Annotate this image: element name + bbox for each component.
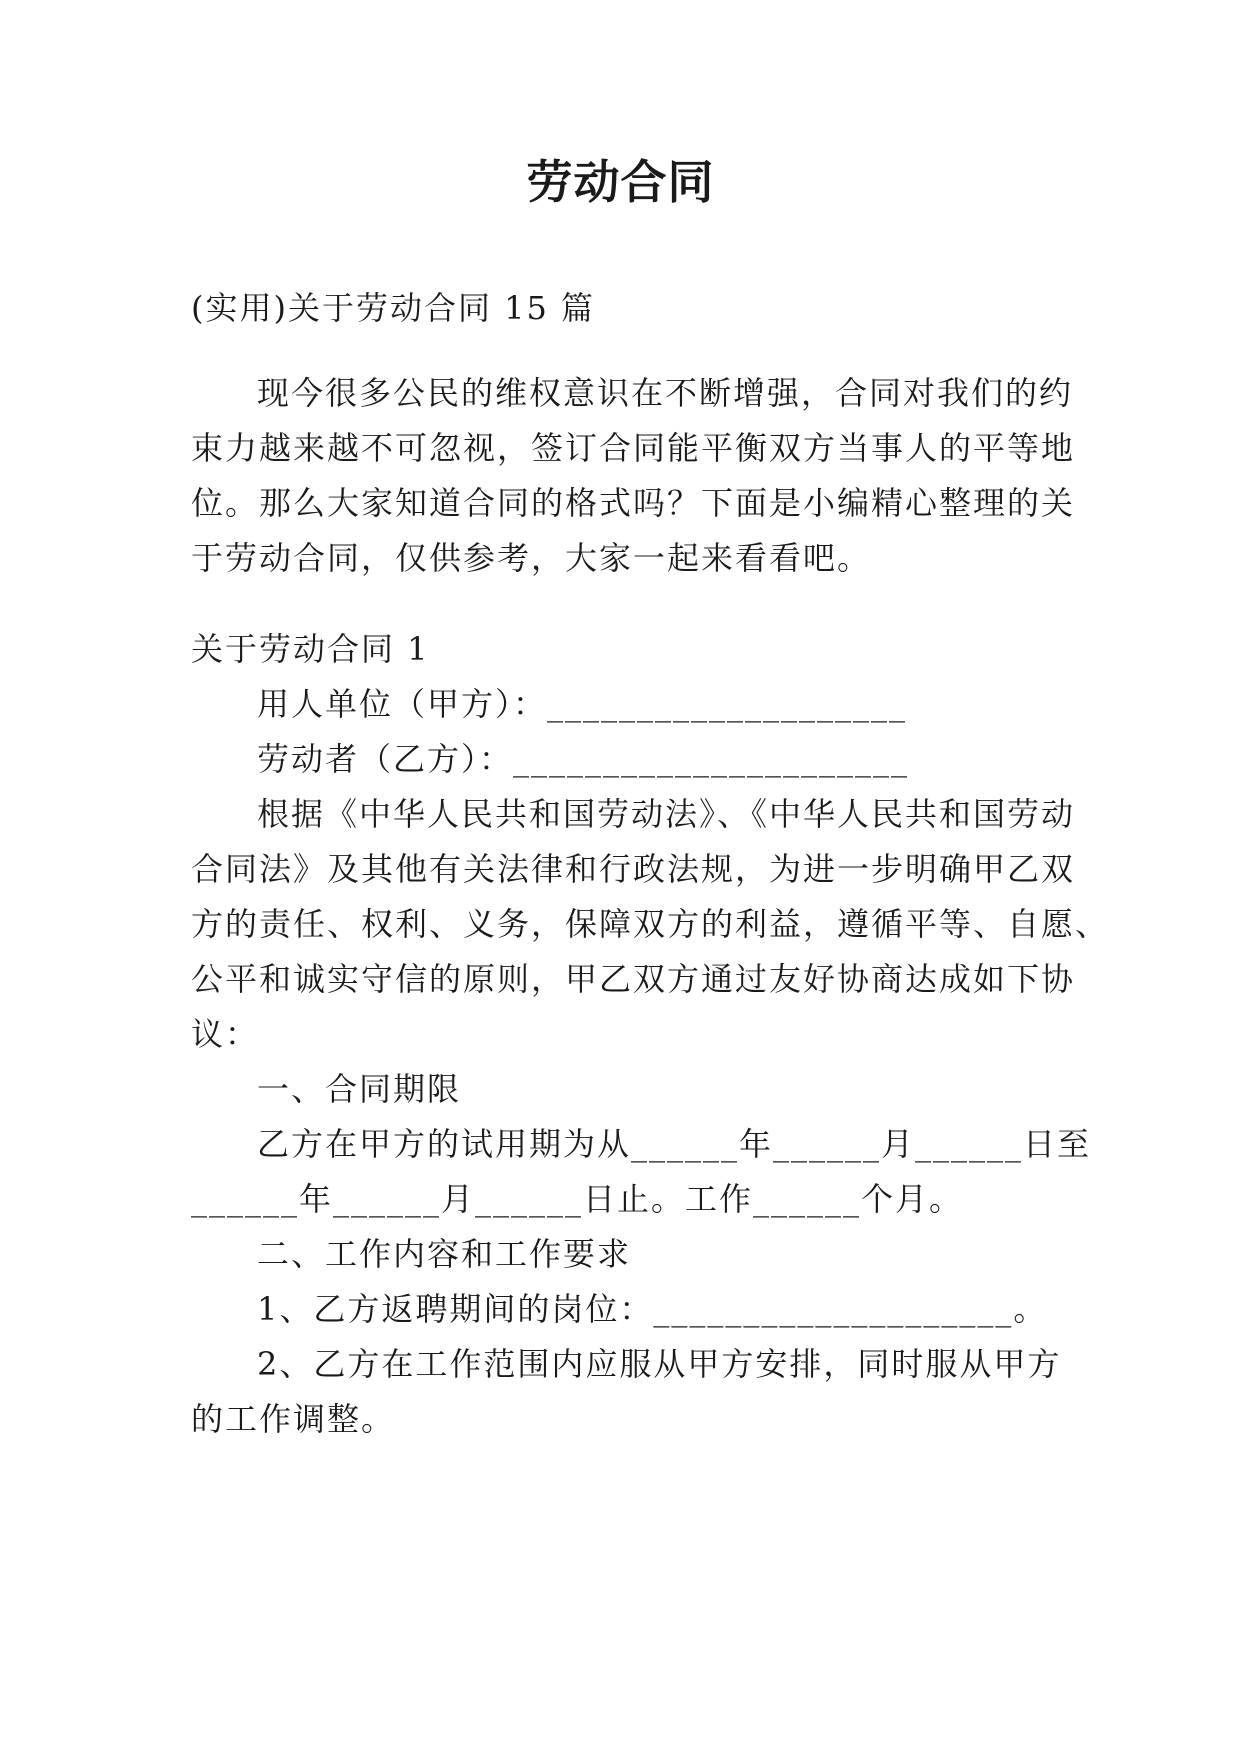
clause-item: 的工作调整。 [191,1400,396,1438]
clause-item: 1、乙方返聘期间的岗位：____________________。 [257,1290,1048,1328]
document-title: 劳动合同 [526,155,715,209]
intro-line: 位。那么大家知道合同的格式吗？下面是小编精心整理的关 [191,484,1076,522]
clause-line: 乙方在甲方的试用期为从______年______月______日至 [257,1125,1092,1163]
intro-line: 现今很多公民的维权意识在不断增强，合同对我们的约 [257,374,1074,412]
basis-line: 公平和诚实守信的原则，甲乙双方通过友好协商达成如下协 [191,960,1076,998]
basis-line: 合同法》及其他有关法律和行政法规，为进一步明确甲乙双 [191,850,1076,888]
clause-item: 2、乙方在工作范围内应服从甲方安排，同时服从甲方 [257,1345,1062,1383]
intro-line: 束力越来越不可忽视，签订合同能平衡双方当事人的平等地 [191,429,1076,467]
clause-heading: 一、合同期限 [257,1070,462,1108]
intro-line: 于劳动合同，仅供参考，大家一起来看看吧。 [191,539,872,577]
basis-line: 议： [191,1015,260,1053]
basis-line: 根据《中华人民共和国劳动法》、《中华人民共和国劳动 [257,795,1076,833]
basis-line: 方的责任、权利、义务，保障双方的利益，遵循平等、自愿、 [191,905,1110,943]
clause-line: ______年______月______日止。工作______个月。 [191,1180,964,1218]
clause-heading: 二、工作内容和工作要求 [257,1235,632,1273]
section-heading: 关于劳动合同 1 [191,630,430,668]
worker-line: 劳动者（乙方）：______________________ [257,740,910,778]
document-subtitle: (实用)关于劳动合同 15 篇 [191,289,596,327]
employer-line: 用人单位（甲方）：____________________ [257,685,908,723]
